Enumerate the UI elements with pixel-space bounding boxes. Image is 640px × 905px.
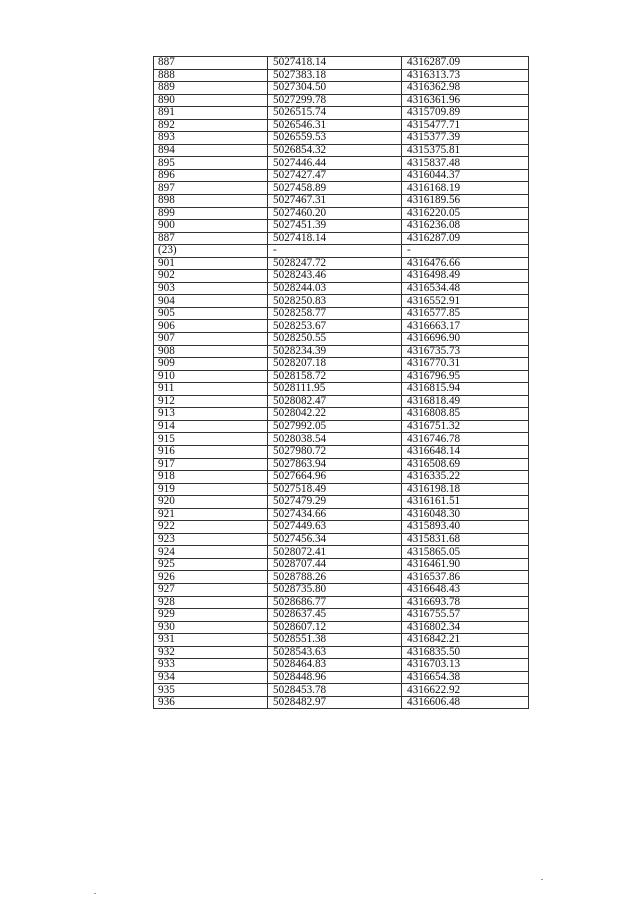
point-number-cell: 895 <box>154 157 268 170</box>
table-row <box>154 132 529 145</box>
point-number-cell: 899 <box>154 207 268 220</box>
y-coordinate-cell: 4316842.21 <box>402 634 529 647</box>
y-coordinate-cell: 4316818.49 <box>402 395 529 408</box>
point-number-cell: 887 <box>154 232 268 245</box>
point-number-cell: 920 <box>154 496 268 509</box>
point-number-cell: 933 <box>154 659 268 672</box>
y-coordinate-cell: 4316287.09 <box>402 57 529 70</box>
y-coordinate-cell: 4316236.08 <box>402 220 529 233</box>
y-coordinate-cell: 4315837.48 <box>402 157 529 170</box>
table-row <box>154 408 529 421</box>
table-row <box>154 82 529 95</box>
x-coordinate-cell: 5027449.63 <box>268 521 402 534</box>
y-coordinate-cell: 4316534.48 <box>402 282 529 295</box>
table-row <box>154 245 529 258</box>
x-coordinate-cell: 5026559.53 <box>268 132 402 145</box>
y-coordinate-cell: 4316048.30 <box>402 508 529 521</box>
scan-speck <box>94 893 96 894</box>
x-coordinate-cell: 5027304.50 <box>268 82 402 95</box>
point-number-cell: 901 <box>154 257 268 270</box>
y-coordinate-cell: 4315477.71 <box>402 119 529 132</box>
table-row <box>154 257 529 270</box>
point-number-cell: 914 <box>154 420 268 433</box>
y-coordinate-cell: 4316361.96 <box>402 94 529 107</box>
x-coordinate-cell: - <box>268 245 402 258</box>
table-row <box>154 333 529 346</box>
x-coordinate-cell: 5027467.31 <box>268 195 402 208</box>
point-number-cell: 935 <box>154 684 268 697</box>
x-coordinate-cell: 5028072.41 <box>268 546 402 559</box>
x-coordinate-cell: 5028247.72 <box>268 257 402 270</box>
point-number-cell: 919 <box>154 483 268 496</box>
x-coordinate-cell: 5028543.63 <box>268 646 402 659</box>
point-number-cell: 902 <box>154 270 268 283</box>
table-row <box>154 94 529 107</box>
y-coordinate-cell: 4316648.14 <box>402 445 529 458</box>
y-coordinate-cell: 4316835.50 <box>402 646 529 659</box>
x-coordinate-cell: 5028158.72 <box>268 370 402 383</box>
point-number-cell: 932 <box>154 646 268 659</box>
x-coordinate-cell: 5027518.49 <box>268 483 402 496</box>
x-coordinate-cell: 5027664.96 <box>268 471 402 484</box>
point-number-cell: 896 <box>154 169 268 182</box>
y-coordinate-cell: 4316622.92 <box>402 684 529 697</box>
table-row <box>154 583 529 596</box>
point-number-cell: 891 <box>154 107 268 120</box>
point-number-cell: 925 <box>154 558 268 571</box>
table-row <box>154 458 529 471</box>
y-coordinate-cell: 4316220.05 <box>402 207 529 220</box>
table-row <box>154 596 529 609</box>
x-coordinate-cell: 5028250.55 <box>268 333 402 346</box>
table-row <box>154 320 529 333</box>
y-coordinate-cell: 4316335.22 <box>402 471 529 484</box>
x-coordinate-cell: 5026546.31 <box>268 119 402 132</box>
table-row <box>154 445 529 458</box>
table-row <box>154 646 529 659</box>
point-number-cell: 917 <box>154 458 268 471</box>
x-coordinate-cell: 5027456.34 <box>268 533 402 546</box>
x-coordinate-cell: 5028707.44 <box>268 558 402 571</box>
y-coordinate-cell: 4316552.91 <box>402 295 529 308</box>
y-coordinate-cell: 4316703.13 <box>402 659 529 672</box>
y-coordinate-cell: 4316696.90 <box>402 333 529 346</box>
point-number-cell: 908 <box>154 345 268 358</box>
y-coordinate-cell: 4315377.39 <box>402 132 529 145</box>
point-number-cell: 928 <box>154 596 268 609</box>
point-number-cell: 889 <box>154 82 268 95</box>
x-coordinate-cell: 5028464.83 <box>268 659 402 672</box>
table-row <box>154 207 529 220</box>
table-row <box>154 195 529 208</box>
table-row <box>154 295 529 308</box>
y-coordinate-cell: 4316606.48 <box>402 696 529 709</box>
table-row <box>154 383 529 396</box>
table-row <box>154 157 529 170</box>
x-coordinate-cell: 5028234.39 <box>268 345 402 358</box>
table-row <box>154 395 529 408</box>
table-row <box>154 57 529 70</box>
y-coordinate-cell: 4316654.38 <box>402 671 529 684</box>
y-coordinate-cell: 4316362.98 <box>402 82 529 95</box>
point-number-cell: 923 <box>154 533 268 546</box>
point-number-cell: 926 <box>154 571 268 584</box>
point-number-cell: 921 <box>154 508 268 521</box>
table-row <box>154 496 529 509</box>
y-coordinate-cell: 4316189.56 <box>402 195 529 208</box>
x-coordinate-cell: 5027427.47 <box>268 169 402 182</box>
table-row <box>154 433 529 446</box>
y-coordinate-cell: 4316313.73 <box>402 69 529 82</box>
table-row <box>154 558 529 571</box>
table-row <box>154 182 529 195</box>
point-number-cell: 930 <box>154 621 268 634</box>
y-coordinate-cell: 4316508.69 <box>402 458 529 471</box>
point-number-cell: 905 <box>154 307 268 320</box>
y-coordinate-cell: 4316044.37 <box>402 169 529 182</box>
y-coordinate-cell: 4316808.85 <box>402 408 529 421</box>
table-row <box>154 107 529 120</box>
point-number-cell: 916 <box>154 445 268 458</box>
x-coordinate-cell: 5027479.29 <box>268 496 402 509</box>
point-number-cell: 898 <box>154 195 268 208</box>
x-coordinate-cell: 5027299.78 <box>268 94 402 107</box>
table-row <box>154 307 529 320</box>
table-row <box>154 659 529 672</box>
x-coordinate-cell: 5027434.66 <box>268 508 402 521</box>
y-coordinate-cell: 4316161.51 <box>402 496 529 509</box>
table-row <box>154 232 529 245</box>
x-coordinate-cell: 5028788.26 <box>268 571 402 584</box>
table-row <box>154 270 529 283</box>
y-coordinate-cell: 4315709.89 <box>402 107 529 120</box>
y-coordinate-cell: 4316498.49 <box>402 270 529 283</box>
x-coordinate-cell: 5027446.44 <box>268 157 402 170</box>
x-coordinate-cell: 5027418.14 <box>268 57 402 70</box>
table-row <box>154 508 529 521</box>
y-coordinate-cell: 4316746.78 <box>402 433 529 446</box>
point-number-cell: 936 <box>154 696 268 709</box>
x-coordinate-cell: 5028258.77 <box>268 307 402 320</box>
x-coordinate-cell: 5028250.83 <box>268 295 402 308</box>
point-number-cell: 903 <box>154 282 268 295</box>
x-coordinate-cell: 5026515.74 <box>268 107 402 120</box>
coordinates-table-body <box>154 57 529 709</box>
y-coordinate-cell: 4316663.17 <box>402 320 529 333</box>
x-coordinate-cell: 5027451.39 <box>268 220 402 233</box>
y-coordinate-cell: 4316198.18 <box>402 483 529 496</box>
x-coordinate-cell: 5028207.18 <box>268 358 402 371</box>
point-number-cell: 918 <box>154 471 268 484</box>
y-coordinate-cell: 4315865.05 <box>402 546 529 559</box>
x-coordinate-cell: 5028551.38 <box>268 634 402 647</box>
table-row <box>154 370 529 383</box>
table-row <box>154 420 529 433</box>
y-coordinate-cell: 4316648.43 <box>402 583 529 596</box>
x-coordinate-cell: 5027418.14 <box>268 232 402 245</box>
table-row <box>154 609 529 622</box>
y-coordinate-cell: 4316770.31 <box>402 358 529 371</box>
x-coordinate-cell: 5027992.05 <box>268 420 402 433</box>
table-row <box>154 69 529 82</box>
point-number-cell: 929 <box>154 609 268 622</box>
x-coordinate-cell: 5026854.32 <box>268 144 402 157</box>
table-row <box>154 119 529 132</box>
point-number-cell: 888 <box>154 69 268 82</box>
x-coordinate-cell: 5028111.95 <box>268 383 402 396</box>
table-row <box>154 684 529 697</box>
point-number-cell: 915 <box>154 433 268 446</box>
y-coordinate-cell: 4316751.32 <box>402 420 529 433</box>
y-coordinate-cell: 4316287.09 <box>402 232 529 245</box>
x-coordinate-cell: 5027863.94 <box>268 458 402 471</box>
point-number-cell: 904 <box>154 295 268 308</box>
x-coordinate-cell: 5028607.12 <box>268 621 402 634</box>
y-coordinate-cell: 4316802.34 <box>402 621 529 634</box>
x-coordinate-cell: 5028042.22 <box>268 408 402 421</box>
table-row <box>154 671 529 684</box>
y-coordinate-cell: 4316537.86 <box>402 571 529 584</box>
x-coordinate-cell: 5028735.80 <box>268 583 402 596</box>
point-number-cell: 924 <box>154 546 268 559</box>
y-coordinate-cell: 4316577.85 <box>402 307 529 320</box>
point-number-cell: 934 <box>154 671 268 684</box>
y-coordinate-cell: 4316476.66 <box>402 257 529 270</box>
y-coordinate-cell: 4315375.81 <box>402 144 529 157</box>
x-coordinate-cell: 5028243.46 <box>268 270 402 283</box>
x-coordinate-cell: 5027383.18 <box>268 69 402 82</box>
x-coordinate-cell: 5027980.72 <box>268 445 402 458</box>
y-coordinate-cell: 4315893.40 <box>402 521 529 534</box>
point-number-cell: 890 <box>154 94 268 107</box>
table-row <box>154 144 529 157</box>
x-coordinate-cell: 5028082.47 <box>268 395 402 408</box>
table-row <box>154 571 529 584</box>
point-number-cell: 913 <box>154 408 268 421</box>
point-number-cell: 910 <box>154 370 268 383</box>
x-coordinate-cell: 5027458.89 <box>268 182 402 195</box>
coordinates-table <box>153 56 529 709</box>
y-coordinate-cell: - <box>402 245 529 258</box>
table-row <box>154 345 529 358</box>
point-number-cell: 894 <box>154 144 268 157</box>
x-coordinate-cell: 5028453.78 <box>268 684 402 697</box>
point-number-cell: 912 <box>154 395 268 408</box>
table-row <box>154 696 529 709</box>
point-number-cell: 909 <box>154 358 268 371</box>
scan-speck <box>541 879 543 880</box>
point-number-cell: 931 <box>154 634 268 647</box>
table-row <box>154 634 529 647</box>
point-number-cell: (23) <box>154 245 268 258</box>
table-row <box>154 220 529 233</box>
y-coordinate-cell: 4316168.19 <box>402 182 529 195</box>
table-row <box>154 358 529 371</box>
point-number-cell: 927 <box>154 583 268 596</box>
table-row <box>154 282 529 295</box>
x-coordinate-cell: 5028038.54 <box>268 433 402 446</box>
point-number-cell: 906 <box>154 320 268 333</box>
point-number-cell: 907 <box>154 333 268 346</box>
y-coordinate-cell: 4315831.68 <box>402 533 529 546</box>
y-coordinate-cell: 4316735.73 <box>402 345 529 358</box>
point-number-cell: 892 <box>154 119 268 132</box>
x-coordinate-cell: 5028686.77 <box>268 596 402 609</box>
x-coordinate-cell: 5028482.97 <box>268 696 402 709</box>
point-number-cell: 897 <box>154 182 268 195</box>
table-row <box>154 521 529 534</box>
table-row <box>154 533 529 546</box>
y-coordinate-cell: 4316796.95 <box>402 370 529 383</box>
point-number-cell: 900 <box>154 220 268 233</box>
point-number-cell: 893 <box>154 132 268 145</box>
x-coordinate-cell: 5027460.20 <box>268 207 402 220</box>
table-row <box>154 621 529 634</box>
table-row <box>154 546 529 559</box>
point-number-cell: 887 <box>154 57 268 70</box>
table-row <box>154 471 529 484</box>
y-coordinate-cell: 4316755.57 <box>402 609 529 622</box>
x-coordinate-cell: 5028244.03 <box>268 282 402 295</box>
table-row <box>154 483 529 496</box>
table-row <box>154 169 529 182</box>
x-coordinate-cell: 5028253.67 <box>268 320 402 333</box>
x-coordinate-cell: 5028637.45 <box>268 609 402 622</box>
point-number-cell: 911 <box>154 383 268 396</box>
y-coordinate-cell: 4316815.94 <box>402 383 529 396</box>
y-coordinate-cell: 4316693.78 <box>402 596 529 609</box>
point-number-cell: 922 <box>154 521 268 534</box>
y-coordinate-cell: 4316461.90 <box>402 558 529 571</box>
x-coordinate-cell: 5028448.96 <box>268 671 402 684</box>
